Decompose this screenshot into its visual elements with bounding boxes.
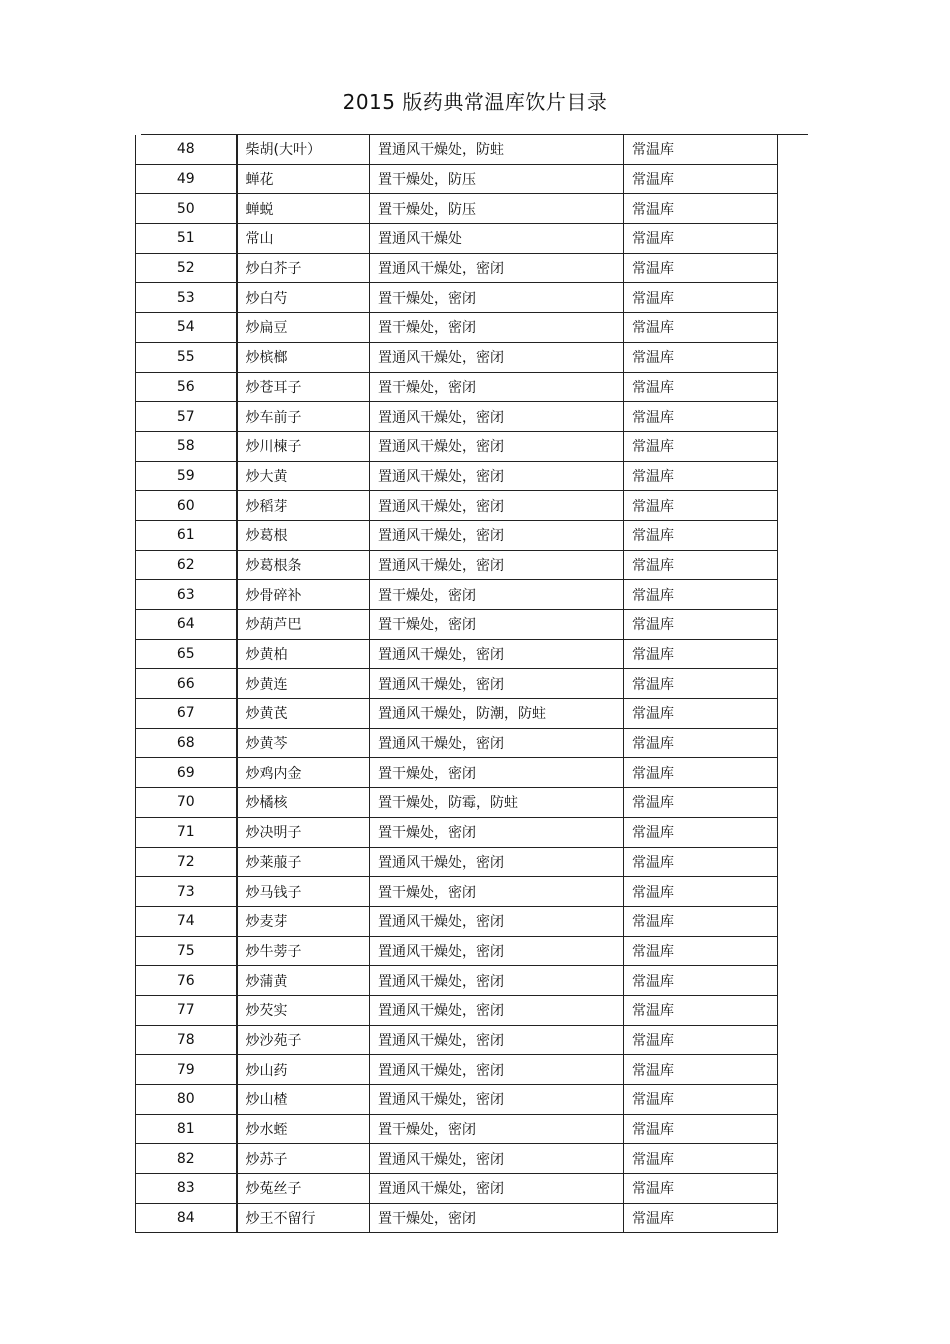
storage-condition-cell: 置通风干燥处，密闭 <box>370 402 624 432</box>
table-row <box>136 550 778 580</box>
herb-name-cell: 炒决明子 <box>237 817 370 847</box>
storage-location-cell: 常温库 <box>624 966 778 996</box>
item-number-cell: 53 <box>136 283 237 313</box>
herb-name-cell: 炒黄连 <box>237 669 370 699</box>
storage-condition-cell: 置干燥处，密闭 <box>370 283 624 313</box>
herb-name-cell: 炒橘核 <box>237 788 370 818</box>
herb-name-cell: 炒菟丝子 <box>237 1174 370 1204</box>
storage-location-cell: 常温库 <box>624 283 778 313</box>
storage-location-cell: 常温库 <box>624 788 778 818</box>
storage-location-cell: 常温库 <box>624 699 778 729</box>
herb-name-cell: 炒葫芦巴 <box>237 610 370 640</box>
storage-condition-cell: 置干燥处，密闭 <box>370 372 624 402</box>
item-number-cell: 52 <box>136 253 237 283</box>
item-number-cell: 56 <box>136 372 237 402</box>
table-row <box>136 253 778 283</box>
table-row <box>136 431 778 461</box>
item-number-cell: 50 <box>136 194 237 224</box>
herb-name-cell: 炒稻芽 <box>237 491 370 521</box>
table-row <box>136 877 778 907</box>
storage-condition-cell: 置通风干燥处，密闭 <box>370 431 624 461</box>
storage-location-cell: 常温库 <box>624 817 778 847</box>
storage-condition-cell: 置干燥处，防压 <box>370 164 624 194</box>
storage-condition-cell: 置通风干燥处，密闭 <box>370 1055 624 1085</box>
storage-condition-cell: 置通风干燥处，密闭 <box>370 936 624 966</box>
table-row <box>136 461 778 491</box>
storage-location-cell: 常温库 <box>624 936 778 966</box>
herb-name-cell: 炒白芍 <box>237 283 370 313</box>
table-row <box>136 669 778 699</box>
storage-condition-cell: 置干燥处，密闭 <box>370 610 624 640</box>
storage-condition-cell: 置干燥处，密闭 <box>370 580 624 610</box>
table-row <box>136 1144 778 1174</box>
table-row <box>136 847 778 877</box>
table-row <box>136 788 778 818</box>
item-number-cell: 55 <box>136 342 237 372</box>
table-row <box>136 135 778 164</box>
table-row <box>136 817 778 847</box>
herb-name-cell: 炒葛根 <box>237 520 370 550</box>
storage-location-cell: 常温库 <box>624 847 778 877</box>
item-number-cell: 72 <box>136 847 237 877</box>
item-number-cell: 57 <box>136 402 237 432</box>
table-row <box>136 936 778 966</box>
table-row <box>136 342 778 372</box>
item-number-cell: 70 <box>136 788 237 818</box>
table-row <box>136 1025 778 1055</box>
storage-location-cell: 常温库 <box>624 431 778 461</box>
storage-condition-cell: 置干燥处，防压 <box>370 194 624 224</box>
storage-condition-cell: 置通风干燥处，密闭 <box>370 461 624 491</box>
table-row <box>136 372 778 402</box>
herb-name-cell: 炒黄芩 <box>237 728 370 758</box>
item-number-cell: 78 <box>136 1025 237 1055</box>
table-row <box>136 699 778 729</box>
table-row <box>136 520 778 550</box>
table-row <box>136 402 778 432</box>
storage-location-cell: 常温库 <box>624 520 778 550</box>
item-number-cell: 67 <box>136 699 237 729</box>
storage-location-cell: 常温库 <box>624 491 778 521</box>
storage-condition-cell: 置干燥处，密闭 <box>370 313 624 343</box>
storage-location-cell: 常温库 <box>624 253 778 283</box>
herb-name-cell: 炒大黄 <box>237 461 370 491</box>
herb-name-cell: 炒扁豆 <box>237 313 370 343</box>
storage-location-cell: 常温库 <box>624 1085 778 1115</box>
storage-location-cell: 常温库 <box>624 135 778 164</box>
item-number-cell: 48 <box>136 135 237 164</box>
item-number-cell: 73 <box>136 877 237 907</box>
table-row <box>136 639 778 669</box>
table-row <box>136 610 778 640</box>
storage-location-cell: 常温库 <box>624 906 778 936</box>
storage-location-cell: 常温库 <box>624 580 778 610</box>
table-row <box>136 491 778 521</box>
storage-location-cell: 常温库 <box>624 1144 778 1174</box>
storage-condition-cell: 置通风干燥处，密闭 <box>370 966 624 996</box>
item-number-cell: 71 <box>136 817 237 847</box>
table-row <box>136 580 778 610</box>
table-row <box>136 194 778 224</box>
item-number-cell: 80 <box>136 1085 237 1115</box>
herb-name-cell: 炒槟榔 <box>237 342 370 372</box>
table-row <box>136 283 778 313</box>
storage-condition-cell: 置通风干燥处，密闭 <box>370 550 624 580</box>
herb-name-cell: 炒山药 <box>237 1055 370 1085</box>
herb-name-cell: 炒马钱子 <box>237 877 370 907</box>
item-number-cell: 49 <box>136 164 237 194</box>
storage-location-cell: 常温库 <box>624 461 778 491</box>
item-number-cell: 60 <box>136 491 237 521</box>
item-number-cell: 76 <box>136 966 237 996</box>
table-row <box>136 164 778 194</box>
herb-name-cell: 炒麦芽 <box>237 906 370 936</box>
storage-condition-cell: 置通风干燥处，密闭 <box>370 1025 624 1055</box>
storage-location-cell: 常温库 <box>624 728 778 758</box>
storage-condition-cell: 置干燥处，密闭 <box>370 877 624 907</box>
herb-name-cell: 炒白芥子 <box>237 253 370 283</box>
herb-name-cell: 炒川楝子 <box>237 431 370 461</box>
item-number-cell: 65 <box>136 639 237 669</box>
storage-condition-cell: 置干燥处，密闭 <box>370 1203 624 1233</box>
table-row <box>136 1203 778 1233</box>
herb-name-cell: 炒车前子 <box>237 402 370 432</box>
item-number-cell: 68 <box>136 728 237 758</box>
storage-condition-cell: 置通风干燥处，密闭 <box>370 639 624 669</box>
item-number-cell: 58 <box>136 431 237 461</box>
item-number-cell: 84 <box>136 1203 237 1233</box>
item-number-cell: 74 <box>136 906 237 936</box>
storage-condition-cell: 置干燥处，防霉，防蛀 <box>370 788 624 818</box>
item-number-cell: 63 <box>136 580 237 610</box>
item-number-cell: 83 <box>136 1174 237 1204</box>
herb-name-cell: 炒芡实 <box>237 995 370 1025</box>
table-row <box>136 758 778 788</box>
item-number-cell: 79 <box>136 1055 237 1085</box>
herb-name-cell: 炒鸡内金 <box>237 758 370 788</box>
table-row <box>136 966 778 996</box>
herb-name-cell: 炒黄柏 <box>237 639 370 669</box>
table-row <box>136 728 778 758</box>
table-row <box>136 313 778 343</box>
storage-location-cell: 常温库 <box>624 1174 778 1204</box>
item-number-cell: 64 <box>136 610 237 640</box>
storage-location-cell: 常温库 <box>624 194 778 224</box>
storage-location-cell: 常温库 <box>624 224 778 254</box>
herb-name-cell: 蝉蜕 <box>237 194 370 224</box>
herb-name-cell: 炒沙苑子 <box>237 1025 370 1055</box>
storage-location-cell: 常温库 <box>624 550 778 580</box>
item-number-cell: 69 <box>136 758 237 788</box>
herb-name-cell: 炒山楂 <box>237 1085 370 1115</box>
item-number-cell: 77 <box>136 995 237 1025</box>
storage-condition-cell: 置通风干燥处，密闭 <box>370 1144 624 1174</box>
storage-condition-cell: 置通风干燥处，密闭 <box>370 906 624 936</box>
storage-location-cell: 常温库 <box>624 639 778 669</box>
table-row <box>136 1114 778 1144</box>
storage-location-cell: 常温库 <box>624 313 778 343</box>
storage-location-cell: 常温库 <box>624 1025 778 1055</box>
herb-name-cell: 炒水蛭 <box>237 1114 370 1144</box>
storage-condition-cell: 置干燥处，密闭 <box>370 1114 624 1144</box>
item-number-cell: 66 <box>136 669 237 699</box>
item-number-cell: 82 <box>136 1144 237 1174</box>
table-row <box>136 224 778 254</box>
herb-name-cell: 常山 <box>237 224 370 254</box>
item-number-cell: 54 <box>136 313 237 343</box>
storage-location-cell: 常温库 <box>624 669 778 699</box>
storage-condition-cell: 置通风干燥处，密闭 <box>370 1085 624 1115</box>
storage-condition-cell: 置干燥处，密闭 <box>370 817 624 847</box>
item-number-cell: 59 <box>136 461 237 491</box>
storage-location-cell: 常温库 <box>624 372 778 402</box>
table-row <box>136 906 778 936</box>
storage-location-cell: 常温库 <box>624 610 778 640</box>
storage-location-cell: 常温库 <box>624 402 778 432</box>
herbal-catalog-table <box>135 135 778 1233</box>
storage-condition-cell: 置通风干燥处，密闭 <box>370 491 624 521</box>
herb-name-cell: 蝉花 <box>237 164 370 194</box>
storage-condition-cell: 置通风干燥处，密闭 <box>370 1174 624 1204</box>
table-row <box>136 1085 778 1115</box>
storage-condition-cell: 置通风干燥处，防潮，防蛀 <box>370 699 624 729</box>
table-row <box>136 1174 778 1204</box>
table-row <box>136 1055 778 1085</box>
herb-name-cell: 炒蒲黄 <box>237 966 370 996</box>
storage-condition-cell: 置通风干燥处，密闭 <box>370 342 624 372</box>
herb-name-cell: 炒牛蒡子 <box>237 936 370 966</box>
storage-condition-cell: 置通风干燥处，防蛀 <box>370 135 624 164</box>
storage-location-cell: 常温库 <box>624 164 778 194</box>
storage-location-cell: 常温库 <box>624 1114 778 1144</box>
table-row <box>136 995 778 1025</box>
storage-condition-cell: 置通风干燥处，密闭 <box>370 669 624 699</box>
herb-name-cell: 炒莱菔子 <box>237 847 370 877</box>
storage-location-cell: 常温库 <box>624 1055 778 1085</box>
herb-name-cell: 柴胡(大叶） <box>237 135 370 164</box>
item-number-cell: 61 <box>136 520 237 550</box>
storage-location-cell: 常温库 <box>624 995 778 1025</box>
storage-condition-cell: 置通风干燥处 <box>370 224 624 254</box>
page-title: 2015 版药典常温库饮片目录 <box>342 90 608 114</box>
storage-condition-cell: 置通风干燥处，密闭 <box>370 253 624 283</box>
item-number-cell: 75 <box>136 936 237 966</box>
storage-condition-cell: 置通风干燥处，密闭 <box>370 520 624 550</box>
storage-location-cell: 常温库 <box>624 1203 778 1233</box>
storage-location-cell: 常温库 <box>624 758 778 788</box>
herb-name-cell: 炒苏子 <box>237 1144 370 1174</box>
herb-name-cell: 炒王不留行 <box>237 1203 370 1233</box>
item-number-cell: 81 <box>136 1114 237 1144</box>
storage-location-cell: 常温库 <box>624 342 778 372</box>
herb-name-cell: 炒骨碎补 <box>237 580 370 610</box>
storage-condition-cell: 置通风干燥处，密闭 <box>370 995 624 1025</box>
item-number-cell: 62 <box>136 550 237 580</box>
storage-condition-cell: 置干燥处，密闭 <box>370 758 624 788</box>
catalog-body <box>136 135 778 1233</box>
item-number-cell: 51 <box>136 224 237 254</box>
herb-name-cell: 炒苍耳子 <box>237 372 370 402</box>
storage-condition-cell: 置通风干燥处，密闭 <box>370 728 624 758</box>
herb-name-cell: 炒黄芪 <box>237 699 370 729</box>
storage-location-cell: 常温库 <box>624 877 778 907</box>
herb-name-cell: 炒葛根条 <box>237 550 370 580</box>
storage-condition-cell: 置通风干燥处，密闭 <box>370 847 624 877</box>
